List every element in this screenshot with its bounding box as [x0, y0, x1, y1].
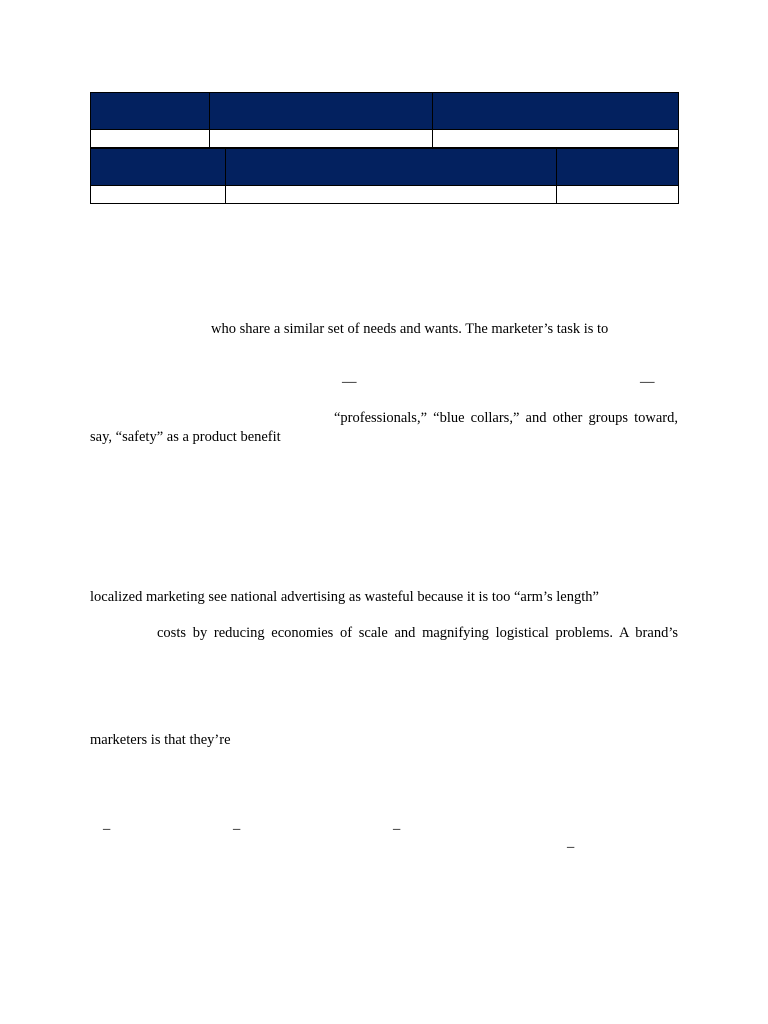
en-dash: – — [103, 821, 111, 837]
table-1-body-cell — [433, 130, 679, 148]
table-2-header-cell — [226, 149, 557, 186]
en-dash: – — [567, 839, 575, 855]
table-1-header-row — [91, 93, 679, 130]
em-dash: — — [342, 374, 357, 390]
table-1-header-cell — [91, 93, 210, 130]
table-2-body-cell — [91, 186, 226, 204]
body-text-line: marketers is that they’re — [90, 732, 231, 748]
table-1-header-cell — [433, 93, 679, 130]
table-2-header-cell — [557, 149, 679, 186]
body-text-line: say, “safety” as a product benefit — [90, 429, 281, 445]
body-text-line: costs by reducing economies of scale and magnifying logistical problems. A brand’s — [157, 625, 678, 641]
table-1-body-cell — [210, 130, 433, 148]
body-text-line: localized marketing see national advertising as wasteful because it is too “arm’s length” — [90, 589, 599, 605]
table-2-body-cell — [226, 186, 557, 204]
table-2-body-row — [91, 186, 679, 204]
table-2-body-cell — [557, 186, 679, 204]
body-text-line: who share a similar set of needs and wants. The marketer’s task is to — [211, 321, 609, 337]
en-dash: – — [393, 821, 401, 837]
table-2-header-cell — [91, 149, 226, 186]
body-text-line: “professionals,” “blue collars,” and other groups toward, — [334, 410, 678, 426]
table-1-body-row — [91, 130, 679, 148]
em-dash: — — [640, 374, 655, 390]
table-1-header-cell — [210, 93, 433, 130]
en-dash: – — [233, 821, 241, 837]
table-1-body-cell — [91, 130, 210, 148]
header-table-1 — [90, 92, 679, 148]
header-table-2 — [90, 148, 679, 204]
table-2-header-row — [91, 149, 679, 186]
